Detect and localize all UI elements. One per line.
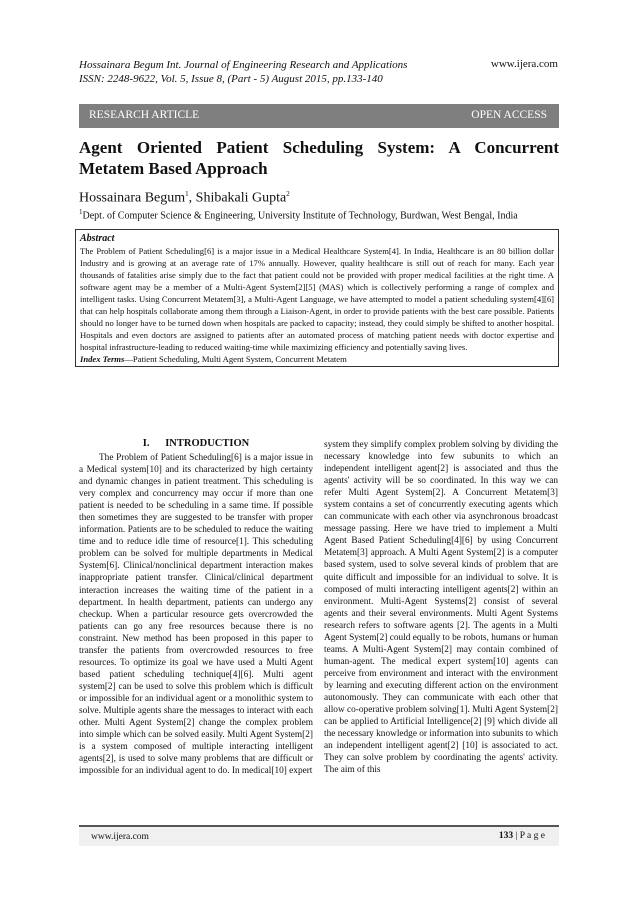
page-label: | P a g e (513, 831, 545, 841)
article-banner (79, 104, 559, 128)
affiliation (79, 208, 518, 221)
author-1: Hossainara Begum (79, 190, 186, 206)
footer-url[interactable]: www.ijera.com (91, 832, 149, 842)
journal-issn: ISSN: 2248-9622, Vol. 5, Issue 8, (Part - 5) August 2015, pp.133-140 (79, 73, 383, 85)
abstract-text: The Problem of Patient Scheduling[6] is a major issue in a Medical Healthcare System[4]. In India, Healthcare is an 80 billion dollar Industry and is growing at an average rate of 17% annually. However, quality healthcare is still out of reach for many. Each year thousands of fatalities arise simply due to the fact that patient could not be provided with proper medical facilities at the right time. A software agent may be a member of a Multi-Agent System[2][5] (MAS) which is collectively performing a range of complex and intelligent tasks. Using Concurrent Metatem[3], a Multi-Agent Language, we have attempted to model a patient scheduling system[4][6] that can help hospitals collaborate among them through a Liaison-Agent, in order to provide patients with the best care possible. Patients should no longer have to be turned down when hospitals are packed to capacity; instead, they could simply be shifted to another hospital. Hospitals and even doctors are assigned to patients after an automated process of matching patient needs with doctor expertise and hospital infrastructure-leading to reduced waiting-time while maximizing efficiency and potentially saving lives. (80, 246, 554, 353)
author-2-sup: 2 (286, 190, 290, 198)
open-access-label: OPEN ACCESS (471, 109, 547, 121)
body-text-left: The Problem of Patient Scheduling[6] is a major issue in a Medical system[10] and its characterized by high certainty and dynamic changes in patient treatment. This scheduling is very complex and concurrency may occur if more than one patient is needed to be scheduling in a same time. If possible then sometimes they are suggested to be transfer with proper information. Patients are to be scheduled to reduce the waiting time and to reduce idle time of resource[1]. This scheduling problem can be solved for multiple departments in Medical System[6]. Clinical/nonclinical department interaction makes inappropriate patient transfer. Clinical/clinical department interaction increases the waiting time of the patient in a department. In health department, patients can undergo any checkup. When a particular resource gets overcrowded the patients can go any free resources because there is no constraint. New method has been proposed in this paper to transfer the patients from overcrowded resources to free resources. To optimize its goal we have used a Multi Agent based patient scheduling technique[4][6]. Multi agent system[2] can be used to solve this problem which is difficult or impossible for an individual agent or a monolithic system to solve. Multiple agents share the messages to interact with each other. Multi Agent System[2] change the complex problem into simple which can be solved easily. Multi Agent System[2] is a system composed of multiple interacting intelligent agents[2], is used to solve many problems that are difficult or impossible for an individual agent to do. In medical[10] expert (79, 453, 313, 777)
body-text-right: system they simplify complex problem solving by dividing the necessary knowledge into few subunits to which an independent intelligent agent[2] is associated and thus the agents' activity will be so coordinated. In this way we can refer Multi Agent System[2]. A Concurrent Metatem[3] system contains a set of concurrently executing agents which can communicate with each other via asynchronous broadcast message passing. Here we have tried to implement a Multi Agent Based Patient Scheduling[4][6] by using Concurrent Metatem[3] approach. A Multi Agent System[2] is a computer based system, used to solve several kinds of problem that are quite difficult and impossible for an individual to solve. It is composed of multi interacting intelligent agents[2] within an environment. Multi-Agent Systems[2] consist of several agents and their several environments. Multi Agent Systems research refers to software agents [2]. The agents in a Multi Agent System[2] could equally to be robots, humans or human teams. A Multi-Agent System[2] may contain combined of human-agent. The medical expert system[10] agents can perceive from environment and interact with the environment by learning and executing different action on the environment autonomously. They can communicate with each other that allow co-operative problem solving[1]. Multi Agent System[2] can be applied to Artificial Intelligence[2] [9] which divide all the necessary knowledge or information into subunits to which an independent intelligent agent[2] [10] is associated to act. They can solve problem by coordinating the agents' activity. The aim of this (324, 440, 558, 776)
body-column-right (324, 439, 558, 776)
author-1-sup: 1 (185, 190, 189, 198)
author-2: , Shibakali Gupta (188, 190, 287, 206)
page-footer (79, 825, 559, 846)
research-article-label: RESEARCH ARTICLE (89, 109, 200, 121)
body-column-left (79, 452, 313, 777)
title-line-2: Metatem Based Approach (79, 159, 268, 178)
paper-title (79, 137, 559, 179)
title-line-1: Agent Oriented Patient Scheduling System: A Concurrent (79, 138, 559, 157)
page-number (499, 831, 545, 841)
section-heading: I. INTRODUCTION (142, 438, 250, 449)
index-terms-text: —Patient Scheduling, Multi Agent System, Concurrent Metatem (124, 354, 347, 365)
affiliation-sup: 1 (79, 208, 83, 216)
index-terms (80, 353, 554, 365)
index-terms-label: Index Terms (80, 354, 125, 365)
journal-header (79, 58, 407, 86)
abstract-heading: Abstract (80, 233, 115, 244)
journal-name: Hossainara Begum Int. Journal of Engineering Research and Applications (79, 59, 408, 71)
author-list (79, 190, 290, 207)
header-url[interactable]: www.ijera.com (490, 58, 558, 70)
affiliation-text: Dept. of Computer Science & Engineering, University Institute of Technology, Burdwan, West Bengal, India (82, 210, 518, 222)
page-number-value: 133 (498, 831, 514, 841)
abstract-box (75, 229, 559, 367)
